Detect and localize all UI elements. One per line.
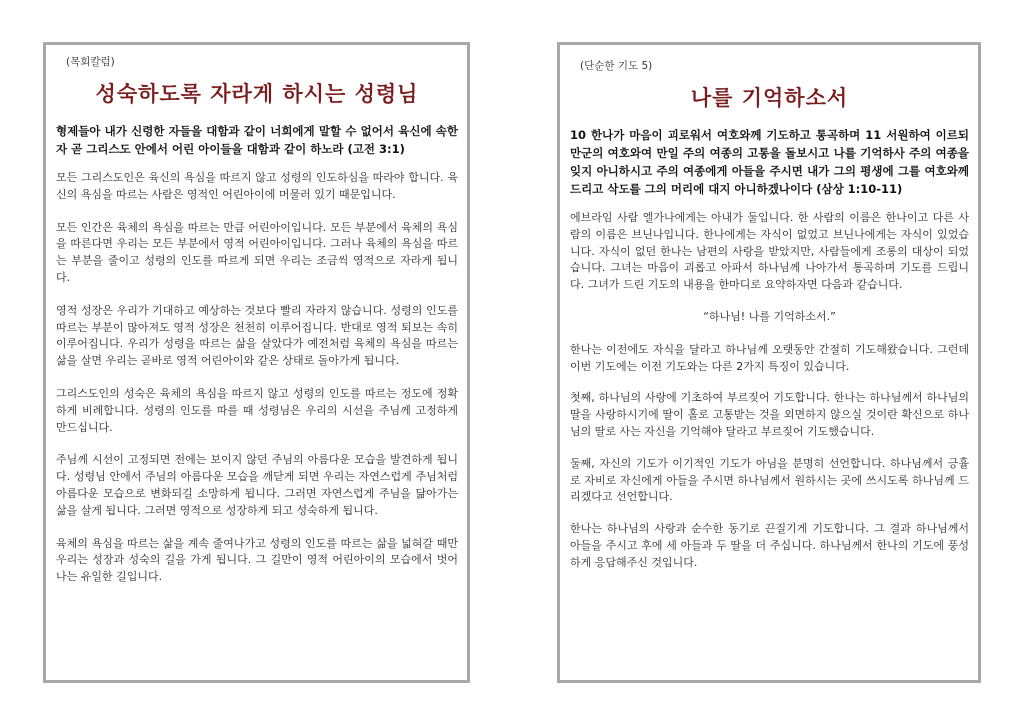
right-scripture-verse: 10 한나가 마음이 괴로워서 여호와께 기도하고 통곡하며 11 서원하여 이르되 만군의 여호와여 만일 주의 여종의 고통을 돌보시고 나를 기억하사 주의 여종을 잊지 아니하시고 주의 여종에게 아들을 주시면 내가 그의 평생에 그를 여호와께 드리고 삭도를 그의 머리에 대지 아니하겠나이다 (삼상 1:10-11) bbox=[570, 128, 969, 196]
right-paragraph-1: 에브라임 사람 엘가나에게는 아내가 둘입니다. 한 사람의 이름은 한나이고 다른 사람의 이름은 브닌나입니다. 한나에게는 자식이 없었고 브닌나에게는 자식이 있었습니다. 자식이 없던 한나는 남편의 사랑을 받았지만, 사람들에게 조롱의 대상이 되었습니다. 그녀는 마음이 괴롭고 아파서 하나님께 나아가서 통곡하며 기도를 드립니다. 그녀가 드린 기도의 내용을 한마디로 요약하자면 다음과 같습니다. bbox=[570, 211, 969, 292]
left-paragraph-1: 모든 그리스도인은 육신의 욕심을 따르지 않고 성령의 인도하심을 따라야 합니다. 육신의 욕심을 따르는 사람은 영적인 어린아이에 머물러 있기 때문입니다. bbox=[56, 171, 458, 201]
left-paragraph-6: 육체의 욕심을 따르는 삶을 계속 줄여나가고 성령의 인도를 따르는 삶을 넓혀갈 때만 우리는 성장과 성숙의 길을 가게 됩니다. 그 길만이 영적 어린아이의 모습에서 벗어나는 유일한 길입니다. bbox=[56, 536, 458, 584]
left-paragraph-2: 모든 인간은 육체의 욕심을 따르는 만큼 어린아이입니다. 모든 부분에서 육체의 욕심을 따른다면 우리는 모든 부분에서 영적 어린아이입니다. 그러나 육체의 욕심을 따르는 부분을 줄이고 성령의 인도를 따르게 되면 우리는 조금씩 영적으로 자라게 됩니다. bbox=[56, 220, 458, 284]
right-section-label: (단순한 기도 5) bbox=[580, 60, 653, 72]
left-section-label: (목회칼럼) bbox=[66, 56, 115, 68]
right-column-panel bbox=[557, 42, 981, 683]
left-paragraph-5: 주님께 시선이 고정되면 전에는 보이지 않던 주님의 아름다운 모습을 발견하게 됩니다. 성령님 안에서 주님의 아름다운 모습을 깨닫게 되면 우리는 자연스럽게 주님처럼 아름다운 모습으로 변화되길 소망하게 됩니다. 그러면 자연스럽게 주님을 닮아가는 삶을 살게 됩니다. 그러면 영적으로 성장하게 되고 성숙하게 됩니다. bbox=[56, 453, 458, 517]
right-quote: “하나님! 나를 기억하소서.” bbox=[703, 309, 836, 323]
left-paragraph-4: 그리스도인의 성숙은 육체의 욕심을 따르지 않고 성령의 인도를 따르는 정도에 정확하게 비례합니다. 성령의 인도를 따를 때 성령님은 우리의 시선을 주님께 고정하게 만드십니다. bbox=[56, 386, 458, 434]
right-title: 나를 기억하소서 bbox=[690, 86, 849, 110]
right-paragraph-3: 첫째, 하나님의 사랑에 기초하여 부르짖어 기도합니다. 한나는 하나님께서 하나님의 딸을 사랑하시기에 딸이 홀로 고통받는 것을 외면하지 않으실 것이란 확신으로 하나님의 딸로 사는 자신을 기억해야 달라고 부르짖어 기도했습니다. bbox=[570, 391, 969, 438]
left-title: 성숙하도록 자라게 하시는 성령님 bbox=[95, 82, 419, 106]
left-scripture-verse: 형제들아 내가 신령한 자들을 대함과 같이 너희에게 말할 수 없어서 육신에 속한 자 곧 그리스도 안에서 어린 아이들을 대함과 같이 하노라 (고전 3:1) bbox=[56, 124, 458, 156]
right-paragraph-5: 한나는 하나님의 사랑과 순수한 동기로 끈질기게 기도합니다. 그 결과 하나님께서 아들을 주시고 후에 세 아들과 두 딸을 더 주십니다. 하나님께서 한나의 기도에 풍성하게 응답해주신 것입니다. bbox=[570, 522, 969, 569]
right-paragraph-2: 한나는 이전에도 자식을 달라고 하나님께 오랫동안 간절히 기도해왔습니다. 그런데 이번 기도에는 이전 기도와는 다른 2가지 특징이 있습니다. bbox=[570, 342, 969, 373]
left-paragraph-3: 영적 성장은 우리가 기대하고 예상하는 것보다 빨리 자라지 않습니다. 성령의 인도를 따르는 부분이 많아져도 영적 성장은 천천히 이루어집니다. 반대로 영적 퇴보는 속히 이루어집니다. 우리가 성령을 따르는 삶을 살았다가 예전처럼 육체의 욕심을 따르는 삶을 살면 우리는 곧바로 영적 어린아이와 같은 상태로 돌아가게 됩니다. bbox=[56, 303, 458, 368]
right-paragraph-4: 둘째, 자신의 기도가 이기적인 기도가 아님을 분명히 선언합니다. 하나님께서 긍휼로 자비로 자신에게 아들을 주시면 하나님께서 원하시는 곳에 쓰시도록 하나님께 드리겠다고 선언합니다. bbox=[570, 456, 969, 504]
left-column-panel bbox=[43, 42, 470, 683]
